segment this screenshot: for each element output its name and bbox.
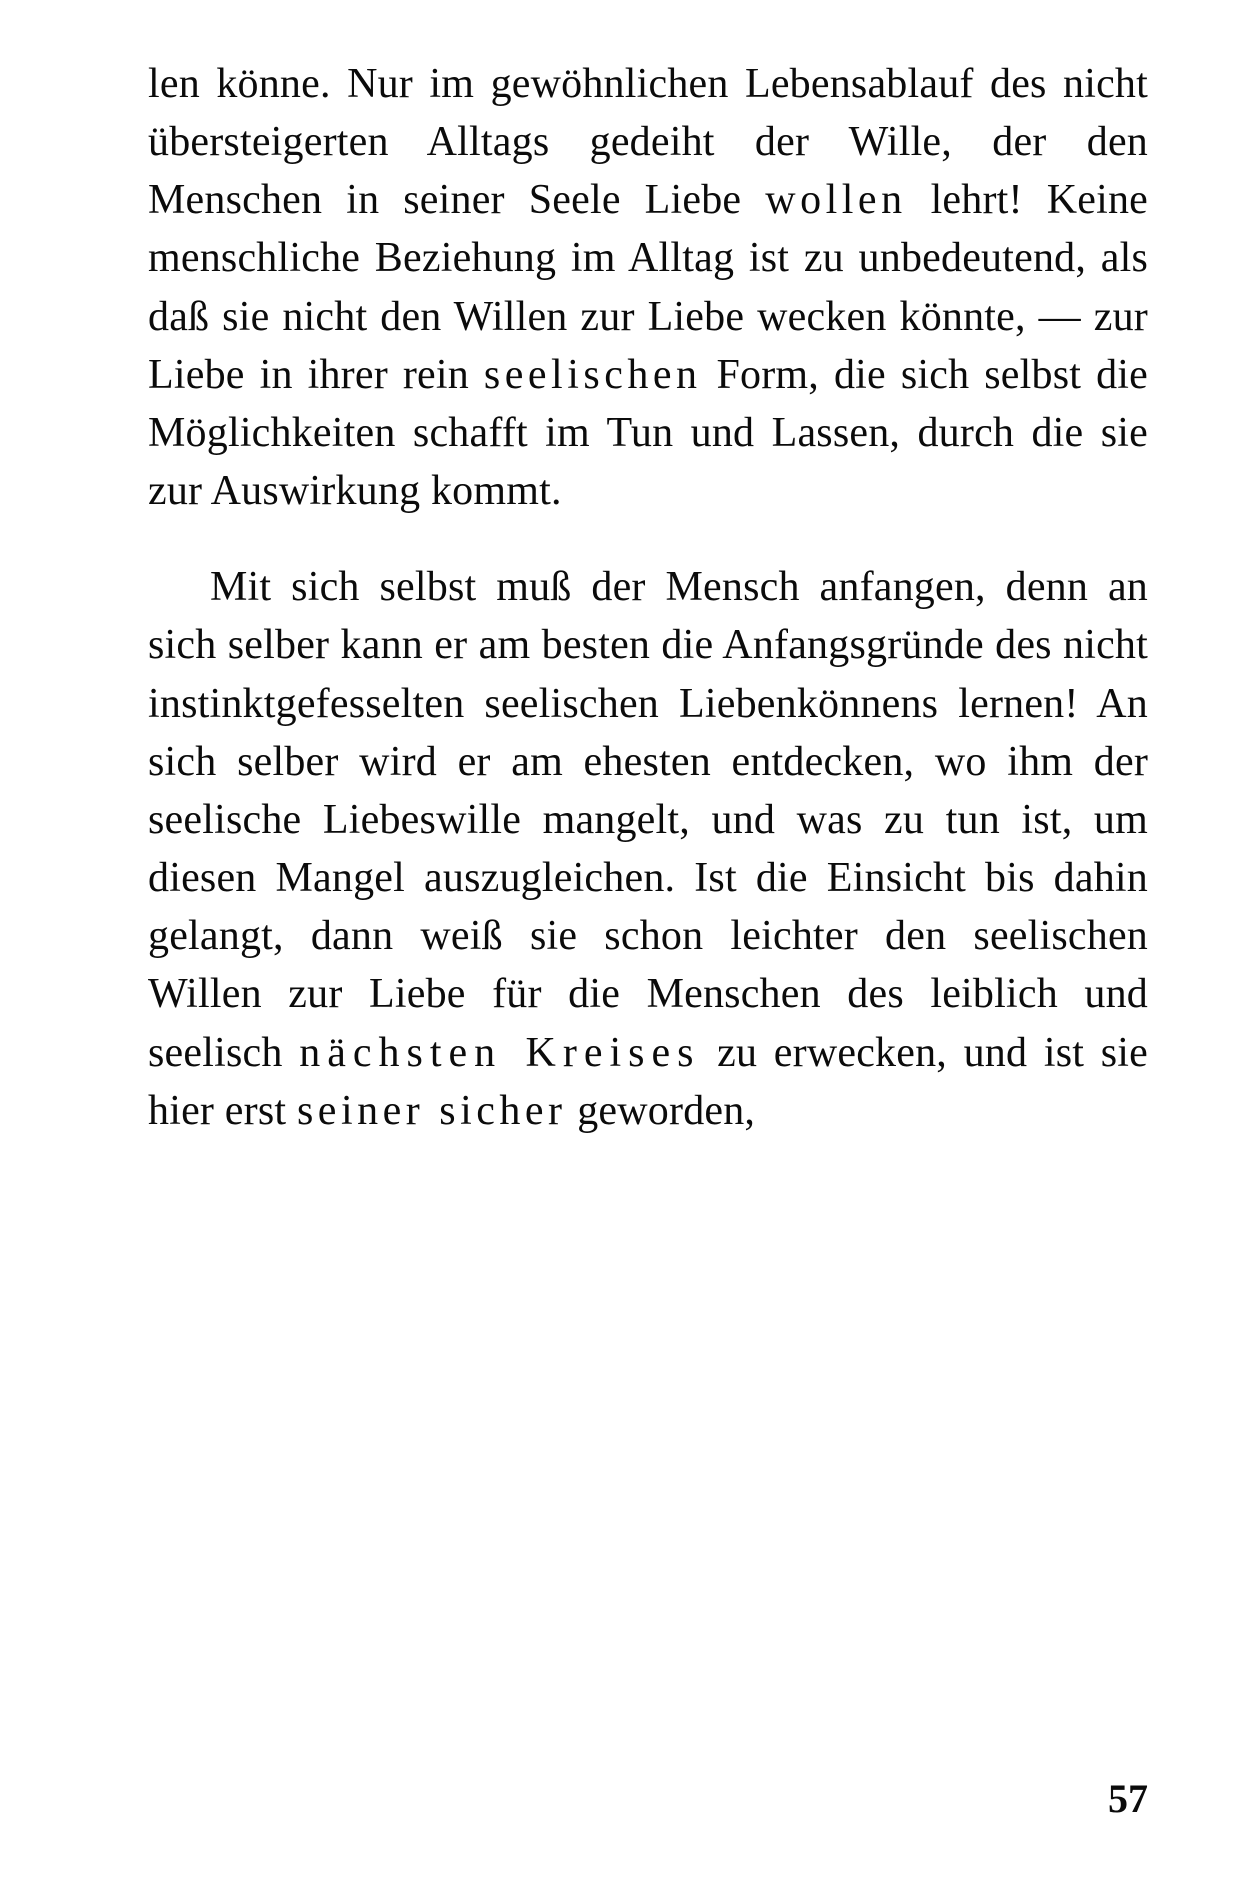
text-run: nächsten Kreises: [299, 1029, 701, 1076]
text-run: Mit sich selbst muß der Mensch anfangen, denn an sich selber kann er am besten die Anfangsgründe des nicht instinktgefesselten seelischen Liebenkönnens lernen! An sich selber wird er am ehesten entdecken, wo ihm der seelische Liebeswille mangelt, und was zu tun ist, um diesen Mangel auszugleichen. Ist die Einsicht bis dahin gelangt, dann weiß sie schon leichter den seelischen Willen zur Liebe für die Menschen des leiblich und seelisch: [148, 564, 1148, 1076]
page-number: 57: [1108, 1776, 1148, 1821]
text-run: seelischen: [483, 351, 702, 398]
paragraph-continued: [148, 55, 1148, 520]
page-body: [148, 55, 1148, 1140]
text-run: zu erwecken, und ist sie hier erst: [148, 1029, 1148, 1134]
text-run: Form, die sich selbst die Möglichkeiten schafft im Tun und Lassen, durch die sie zur Auswirkung kommt.: [148, 351, 1148, 515]
text-run: geworden,: [566, 1087, 756, 1134]
text-run: len könne. Nur im gewöhnlichen Lebensablauf des nicht übersteigerten Alltags gedeiht der Wille, der den Menschen in seiner Seele Liebe: [148, 61, 1148, 224]
text-run: wollen: [765, 177, 907, 224]
paragraph-mit-sich-selbst: [148, 558, 1148, 1140]
text-run: lehrt! Keine menschliche Beziehung im Alltag ist zu unbedeutend, als daß sie nicht den Willen zur Liebe wecken könnte, — zur Liebe in ihrer rein: [148, 177, 1148, 398]
text-run: seiner sicher: [296, 1087, 567, 1134]
